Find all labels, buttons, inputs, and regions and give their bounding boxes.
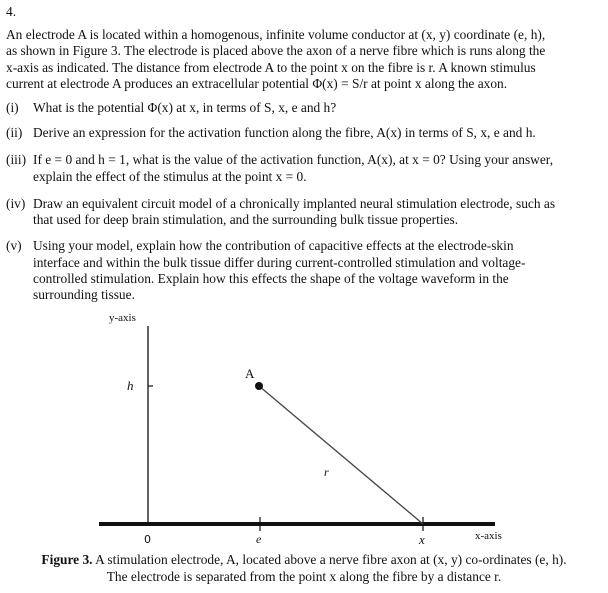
intro-line: x-axis as indicated. The distance from electrode A to the point x on the fibre is r. A known stimulus <box>6 60 536 75</box>
origin-label: 0 <box>144 533 151 546</box>
intro-line: as shown in Figure 3. The electrode is placed above the axon of a nerve fibre which is runs along the <box>6 43 546 58</box>
caption-line-2: The electrode is separated from the point x along the fibre by a distance r. <box>106 569 502 584</box>
x-axis-label: x-axis <box>475 530 502 542</box>
electrode-a-dot <box>255 382 263 390</box>
part-text: surrounding tissue. <box>33 287 135 302</box>
caption-line-1 <box>0 552 608 568</box>
e-label: e <box>256 532 262 546</box>
caption-text: A stimulation electrode, A, located above a nerve fibre axon at (x, y) co-ordinates (e, h). <box>92 552 567 567</box>
part-text: Using your model, explain how the contribution of capacitive effects at the electrode-skin <box>33 238 514 253</box>
distance-r-line <box>259 386 423 524</box>
h-label: h <box>127 378 134 393</box>
caption-title: Figure 3. <box>41 552 93 567</box>
part-text: Draw an equivalent circuit model of a chronically implanted neural stimulation electrode, such as <box>33 196 556 211</box>
question-number: 4. <box>6 4 17 19</box>
part-text: Derive an expression for the activation function along the fibre, A(x) in terms of S, x, e and h. <box>33 125 536 140</box>
part-label: (ii) <box>6 125 23 140</box>
r-label: r <box>324 465 329 479</box>
part-label: (iv) <box>6 196 26 211</box>
part-text: that used for deep brain stimulation, and the surrounding bulk tissue properties. <box>33 212 459 227</box>
part-text: What is the potential Φ(x) at x, in terms of S, x, e and h? <box>33 100 337 115</box>
part-text: explain the effect of the stimulus at the point x = 0. <box>33 169 307 184</box>
part-text: If e = 0 and h = 1, what is the value of the activation function, A(x), at x = 0? Using your answer, <box>33 152 554 167</box>
part-label: (i) <box>6 100 19 115</box>
intro-line: current at electrode A produces an extracellular potential Φ(x) = S/r at point x along the axon. <box>6 76 508 91</box>
electrode-label: A <box>245 366 255 381</box>
y-axis-label: y-axis <box>109 312 136 324</box>
part-text: interface and within the bulk tissue differ during current-controlled stimulation and voltage- <box>33 255 526 270</box>
part-label: (iii) <box>6 152 27 167</box>
x-label: x <box>419 532 425 547</box>
part-text: controlled stimulation. Explain how this effects the shape of the voltage waveform in the <box>33 271 509 286</box>
part-label: (v) <box>6 238 22 253</box>
intro-line: An electrode A is located within a homogenous, infinite volume conductor at (x, y) coordinate (e, h), <box>6 27 546 42</box>
